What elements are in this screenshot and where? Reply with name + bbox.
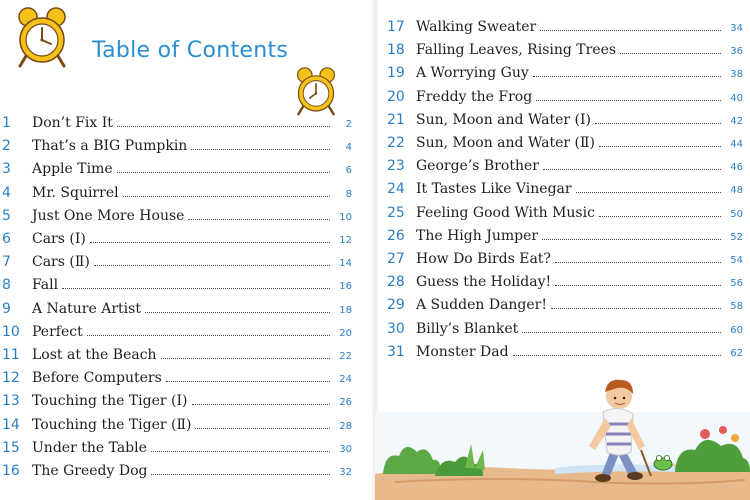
chapter-number: 15	[2, 439, 20, 456]
chapter-title: Before Computers	[32, 370, 162, 387]
toc-entry	[0, 138, 352, 161]
dot-leader	[522, 332, 721, 333]
dot-leader	[166, 381, 330, 382]
chapter-title: It Tastes Like Vinegar	[416, 181, 572, 198]
page-number: 60	[730, 324, 743, 336]
dot-leader	[195, 428, 330, 429]
chapter-title: Touching the Tiger (Ⅱ)	[32, 416, 192, 433]
chapter-number: 28	[387, 274, 405, 291]
page-number: 32	[339, 467, 352, 478]
toc-entry	[375, 158, 743, 181]
chapter-title: Freddy the Frog	[416, 88, 533, 105]
page-number: 2	[345, 119, 352, 130]
toc-entry	[375, 228, 743, 251]
page-number: 10	[339, 211, 352, 223]
chapter-number: 20	[387, 88, 405, 105]
chapter-number: 19	[387, 65, 405, 82]
chapter-number: 27	[387, 251, 405, 267]
chapter-number: 17	[387, 19, 405, 35]
toc-entry	[0, 115, 352, 138]
boy-playing-illustration	[375, 372, 750, 500]
page-number: 12	[339, 235, 352, 246]
chapter-number: 12	[2, 370, 20, 387]
dot-leader	[161, 358, 330, 359]
dot-leader	[117, 172, 330, 173]
dot-leader	[576, 192, 721, 193]
chapter-number: 7	[2, 254, 11, 271]
chapter-number: 3	[2, 161, 11, 178]
chapter-title: A Sudden Danger!	[416, 297, 547, 314]
chapter-number: 13	[2, 393, 20, 410]
chapter-title: The High Jumper	[416, 227, 539, 244]
chapter-number: 23	[387, 158, 405, 175]
chapter-number: 5	[2, 207, 11, 224]
toc-entry	[375, 274, 743, 297]
chapter-title: Falling Leaves, Rising Trees	[416, 42, 617, 59]
dot-leader	[94, 265, 330, 266]
dot-leader	[543, 169, 721, 170]
page-number: 28	[339, 420, 352, 432]
toc-entry	[0, 301, 352, 324]
page-number: 16	[339, 281, 352, 293]
chapter-number: 8	[2, 277, 11, 294]
dot-leader	[551, 308, 721, 309]
chapter-number: 6	[2, 231, 11, 247]
page-number: 26	[339, 397, 352, 409]
page-number: 4	[345, 142, 352, 154]
chapter-title: Sun, Moon and Water (Ⅱ)	[416, 135, 595, 151]
dot-leader	[533, 76, 721, 77]
chapter-title: Sun, Moon and Water (Ⅰ)	[416, 111, 591, 128]
chapter-number: 24	[387, 181, 405, 198]
chapter-title: Just One More House	[32, 207, 185, 224]
chapter-title: That’s a BIG Pumpkin	[32, 138, 188, 155]
dot-leader	[87, 335, 330, 336]
chapter-number: 2	[2, 138, 11, 155]
page-number: 62	[730, 347, 743, 359]
dot-leader	[555, 262, 721, 263]
page-number: 56	[730, 278, 743, 290]
chapter-number: 30	[387, 320, 405, 337]
toc-entry	[0, 393, 352, 416]
toc-entry	[375, 42, 743, 65]
toc-entry	[375, 205, 743, 228]
page-number: 14	[339, 258, 352, 270]
chapter-title: Feeling Good With Music	[416, 204, 595, 221]
dot-leader	[90, 242, 330, 243]
dot-leader	[542, 239, 721, 240]
chapter-title: Don’t Fix It	[32, 115, 113, 131]
chapter-number: 25	[387, 204, 405, 221]
page-number: 36	[730, 46, 743, 58]
toc-entry	[375, 112, 743, 135]
toc-entry	[375, 251, 743, 274]
page-number: 42	[730, 115, 743, 127]
dot-leader	[188, 219, 330, 220]
page-number: 34	[730, 23, 743, 34]
page-number: 40	[730, 92, 743, 104]
chapter-title: A Worrying Guy	[416, 65, 529, 82]
chapter-title: A Nature Artist	[32, 300, 141, 317]
toc-entry	[375, 344, 743, 367]
chapter-title: George’s Brother	[416, 158, 539, 175]
chapter-number: 1	[2, 115, 11, 131]
page-number: 6	[345, 165, 352, 177]
chapter-number: 9	[2, 300, 11, 317]
page-number: 38	[730, 69, 743, 81]
chapter-number: 16	[2, 463, 20, 479]
chapter-title: Mr. Squirrel	[32, 184, 119, 201]
chapter-number: 18	[387, 42, 405, 59]
toc-entry	[375, 89, 743, 112]
toc-entry	[375, 19, 743, 42]
page-number: 18	[339, 304, 352, 316]
dot-leader	[192, 404, 331, 405]
page-number: 22	[339, 351, 352, 362]
toc-entry	[375, 321, 743, 344]
chapter-number: 22	[387, 135, 405, 151]
chapter-title: Lost at the Beach	[32, 347, 157, 363]
chapter-title: Apple Time	[32, 161, 113, 178]
chapter-title: Perfect	[32, 323, 83, 340]
page-number: 24	[339, 374, 352, 386]
chapter-number: 21	[387, 111, 405, 128]
dot-leader	[540, 30, 721, 31]
toc-entry	[0, 324, 352, 347]
toc-entry	[0, 208, 352, 231]
alarm-clock-icon	[12, 6, 72, 68]
chapter-number: 10	[2, 323, 20, 340]
chapter-number: 26	[387, 227, 405, 244]
chapter-title: Guess the Holiday!	[416, 274, 552, 291]
dot-leader	[117, 126, 330, 127]
dot-leader	[620, 53, 721, 54]
chapter-title: Fall	[32, 277, 59, 294]
toc-entry	[0, 254, 352, 277]
toc-entry	[0, 347, 352, 370]
dot-leader	[555, 285, 721, 286]
right-page	[375, 0, 750, 500]
toc-entry	[0, 417, 352, 440]
page-title: Table of Contents	[92, 38, 289, 63]
toc-entry	[0, 440, 352, 463]
dot-leader	[595, 123, 721, 124]
toc-entry	[0, 231, 352, 254]
page-number: 48	[730, 185, 743, 197]
toc-entry	[0, 370, 352, 393]
toc-entry	[0, 185, 352, 208]
dot-leader	[62, 288, 330, 289]
dot-leader	[599, 146, 721, 147]
page-number: 20	[339, 327, 352, 339]
chapter-number: 29	[387, 297, 405, 314]
dot-leader	[151, 451, 330, 452]
toc-entry	[375, 135, 743, 158]
dot-leader	[191, 149, 330, 150]
page-number: 46	[730, 162, 743, 174]
page-number: 54	[730, 255, 743, 266]
chapter-title: Under the Table	[32, 439, 147, 456]
chapter-title: Touching the Tiger (Ⅰ)	[32, 393, 188, 410]
chapter-title: Cars (Ⅱ)	[32, 254, 90, 271]
page-number: 58	[730, 301, 743, 313]
dot-leader	[145, 312, 330, 313]
chapter-number: 31	[387, 343, 405, 360]
page-number: 52	[730, 231, 743, 243]
toc-entry	[0, 463, 352, 486]
dot-leader	[536, 100, 721, 101]
chapter-number: 11	[2, 347, 20, 363]
chapter-number: 4	[2, 184, 11, 201]
toc-entry	[0, 277, 352, 300]
toc-entry	[375, 65, 743, 88]
dot-leader	[513, 355, 721, 356]
chapter-title: Walking Sweater	[416, 19, 537, 35]
dot-leader	[599, 216, 721, 217]
chapter-title: Monster Dad	[416, 343, 509, 360]
page-number: 44	[730, 139, 743, 150]
toc-entry	[0, 161, 352, 184]
chapter-title: How Do Birds Eat?	[416, 251, 551, 267]
page-number: 8	[345, 188, 352, 200]
dot-leader	[151, 474, 330, 475]
chapter-title: Billy’s Blanket	[416, 320, 519, 337]
toc-entry	[375, 297, 743, 320]
toc-entry	[375, 181, 743, 204]
chapter-title: Cars (Ⅰ)	[32, 231, 86, 247]
dot-leader	[123, 196, 330, 197]
page-number: 30	[339, 443, 352, 455]
alarm-clock-icon	[292, 66, 340, 116]
chapter-number: 14	[2, 416, 20, 433]
page-number: 50	[730, 208, 743, 220]
chapter-title: The Greedy Dog	[32, 463, 148, 479]
